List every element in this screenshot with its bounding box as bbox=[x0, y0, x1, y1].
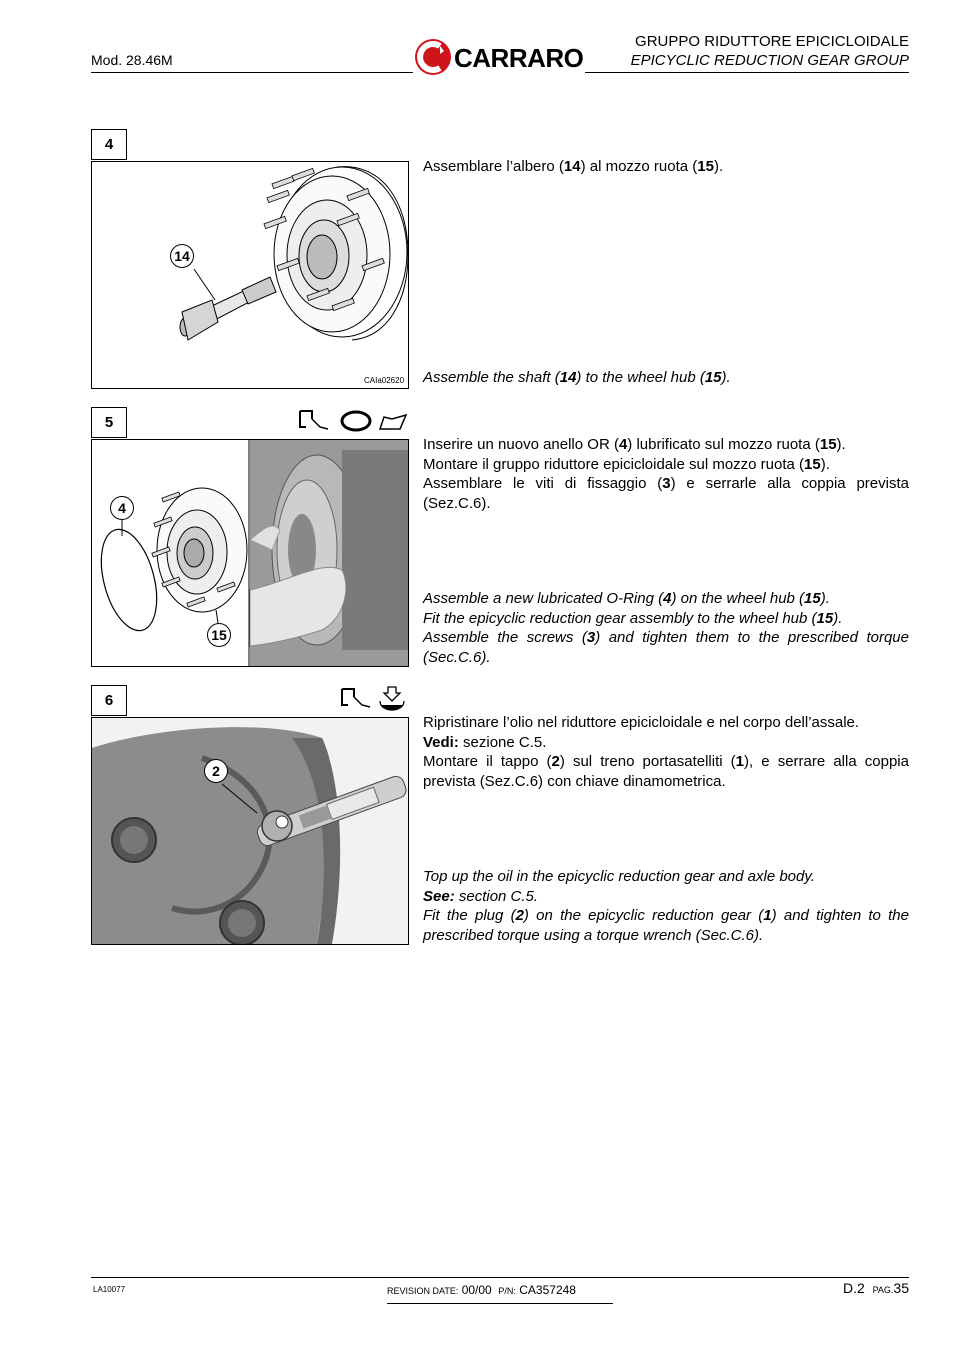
text-run: section C.5. bbox=[454, 887, 539, 905]
text-run: Assemble the shaft ( bbox=[423, 369, 560, 386]
text-run: Top up the oil in the epicyclic reduction gear and axle body. bbox=[423, 868, 815, 885]
bold-run: 3 bbox=[586, 629, 596, 646]
bold-run: 15 bbox=[704, 369, 722, 386]
revision-label: REVISION DATE: bbox=[387, 1286, 459, 1296]
text-run: Assemble the screws ( bbox=[423, 629, 587, 646]
torque-wrench-icon bbox=[292, 405, 412, 437]
figure-step-6 bbox=[91, 717, 409, 945]
text-run: sezione C.5. bbox=[458, 733, 547, 751]
callout-15: 15 bbox=[207, 623, 231, 647]
oil-fill-icon bbox=[380, 687, 404, 710]
paragraph bbox=[423, 609, 909, 629]
text-run: ). bbox=[820, 590, 830, 607]
paragraph bbox=[423, 887, 909, 907]
bold-run: 15 bbox=[816, 609, 834, 627]
text-run: ). bbox=[820, 455, 830, 473]
bold-run: 1 bbox=[763, 907, 772, 924]
bold-run: See: bbox=[423, 887, 455, 905]
document-code: LA10077 bbox=[93, 1285, 126, 1294]
text-run: Assemble a new lubricated O-Ring ( bbox=[423, 590, 664, 607]
step-4-text-italian bbox=[423, 157, 909, 177]
carraro-logo bbox=[414, 37, 586, 77]
bold-run: Vedi: bbox=[423, 733, 459, 751]
step-number-4: 4 bbox=[91, 129, 127, 160]
pn-value: CA357248 bbox=[519, 1283, 576, 1297]
paragraph bbox=[423, 157, 909, 177]
paragraph bbox=[423, 368, 909, 388]
bold-run: 15 bbox=[804, 590, 821, 607]
text-run: ). bbox=[713, 158, 724, 175]
title-italian: GRUPPO RIDUTTORE EPICICLOIDALE bbox=[635, 33, 909, 50]
text-run: Montare il tappo ( bbox=[423, 753, 552, 770]
text-run: Montare il gruppo riduttore epicicloidale sul mozzo ruota ( bbox=[423, 455, 805, 473]
text-run: ) sul treno portasatelliti ( bbox=[559, 753, 736, 770]
revision-rule bbox=[387, 1303, 613, 1304]
bold-run: 15 bbox=[804, 455, 821, 473]
figure-step-4 bbox=[91, 161, 409, 389]
revision-info bbox=[387, 1283, 576, 1297]
text-run: ), e serrare alla coppia prevista (Sez.C.6) con chiave dinamometrica. bbox=[423, 753, 909, 790]
text-run: ) e serrarle alla coppia prevista (Sez.C.6). bbox=[423, 475, 909, 512]
bold-run: 14 bbox=[559, 369, 577, 386]
figure-code: CAIa02620 bbox=[364, 376, 405, 385]
paragraph bbox=[423, 733, 909, 753]
paragraph bbox=[423, 713, 909, 733]
text-run: ) and tighten to the prescribed torque using a torque wrench (Sec.C.6). bbox=[423, 907, 909, 944]
text-run: ) al mozzo ruota ( bbox=[580, 158, 698, 175]
page-value: 35 bbox=[893, 1280, 909, 1296]
text-run: Ripristinare l’olio nel riduttore epicicloidale e nel corpo dell’assale. bbox=[423, 714, 860, 731]
bold-run: 15 bbox=[697, 158, 714, 175]
text-run: Assemblare le viti di fissaggio ( bbox=[423, 475, 663, 492]
step-number-6: 6 bbox=[91, 685, 127, 716]
step-5-text-english bbox=[423, 589, 909, 667]
bold-run: 3 bbox=[662, 475, 671, 492]
oring-hub-illustration bbox=[92, 440, 408, 666]
revision-value: 00/00 bbox=[461, 1283, 492, 1297]
text-run: Assemblare l’albero ( bbox=[423, 158, 564, 175]
model-number: Mod. 28.46M bbox=[91, 52, 173, 68]
paragraph bbox=[423, 752, 909, 791]
text-run: ). bbox=[833, 609, 843, 627]
bold-run: 1 bbox=[735, 753, 745, 770]
text-run: ) on the epicyclic reduction gear ( bbox=[523, 907, 764, 924]
callout-2: 2 bbox=[204, 759, 228, 783]
step-5-icons bbox=[292, 405, 412, 437]
carraro-logo-mark-icon bbox=[414, 37, 586, 77]
text-run: ) and tighten them to the prescribed torque (Sec.C.6). bbox=[423, 629, 909, 666]
text-run: ) to the wheel hub ( bbox=[576, 369, 705, 386]
step-6-text-italian bbox=[423, 713, 909, 791]
shaft-hub-illustration bbox=[92, 162, 408, 388]
paragraph bbox=[423, 628, 909, 667]
text-run: Inserire un nuovo anello OR ( bbox=[423, 436, 619, 453]
step-5-text-italian bbox=[423, 435, 909, 513]
text-run: Fit the plug ( bbox=[423, 907, 516, 924]
bold-run: 4 bbox=[663, 590, 672, 607]
paragraph bbox=[423, 455, 909, 475]
text-run: ). bbox=[721, 369, 731, 386]
pn-label: P/N: bbox=[498, 1286, 516, 1296]
bold-run: 15 bbox=[819, 436, 837, 453]
paragraph bbox=[423, 906, 909, 945]
paragraph bbox=[423, 435, 909, 455]
text-run: Fit the epicyclic reduction gear assembly to the wheel hub ( bbox=[423, 609, 817, 627]
step-6-text-english bbox=[423, 867, 909, 945]
callout-4: 4 bbox=[110, 496, 134, 520]
bold-run: 2 bbox=[551, 753, 560, 770]
section-title bbox=[631, 32, 909, 70]
step-6-icons bbox=[336, 683, 412, 717]
bold-run: 14 bbox=[563, 158, 581, 175]
title-english: EPICYCLIC REDUCTION GEAR GROUP bbox=[630, 52, 909, 69]
oil-can-icon bbox=[380, 415, 406, 429]
paragraph bbox=[423, 589, 909, 609]
text-run: ) lubrificato sul mozzo ruota ( bbox=[627, 436, 820, 453]
header-rule-left bbox=[91, 72, 413, 73]
page-label: PAG. bbox=[872, 1285, 894, 1295]
page-number bbox=[843, 1280, 909, 1296]
torque-wrench-photo bbox=[92, 718, 408, 944]
step-4-text-english bbox=[423, 368, 909, 388]
o-ring-icon bbox=[342, 412, 370, 430]
bold-run: 2 bbox=[515, 907, 524, 924]
paragraph bbox=[423, 867, 909, 887]
figure-step-5 bbox=[91, 439, 409, 667]
text-run: ). bbox=[836, 436, 846, 453]
section-code: D.2 bbox=[843, 1280, 865, 1296]
text-run: ) on the wheel hub ( bbox=[671, 590, 805, 607]
brand-text: CARRARO bbox=[454, 43, 584, 73]
bold-run: 4 bbox=[618, 436, 628, 453]
step-number-5: 5 bbox=[91, 407, 127, 438]
paragraph bbox=[423, 474, 909, 513]
footer-rule bbox=[91, 1277, 909, 1278]
callout-14: 14 bbox=[170, 244, 194, 268]
header-rule-right bbox=[585, 72, 909, 73]
torque-wrench-icon bbox=[336, 683, 412, 717]
